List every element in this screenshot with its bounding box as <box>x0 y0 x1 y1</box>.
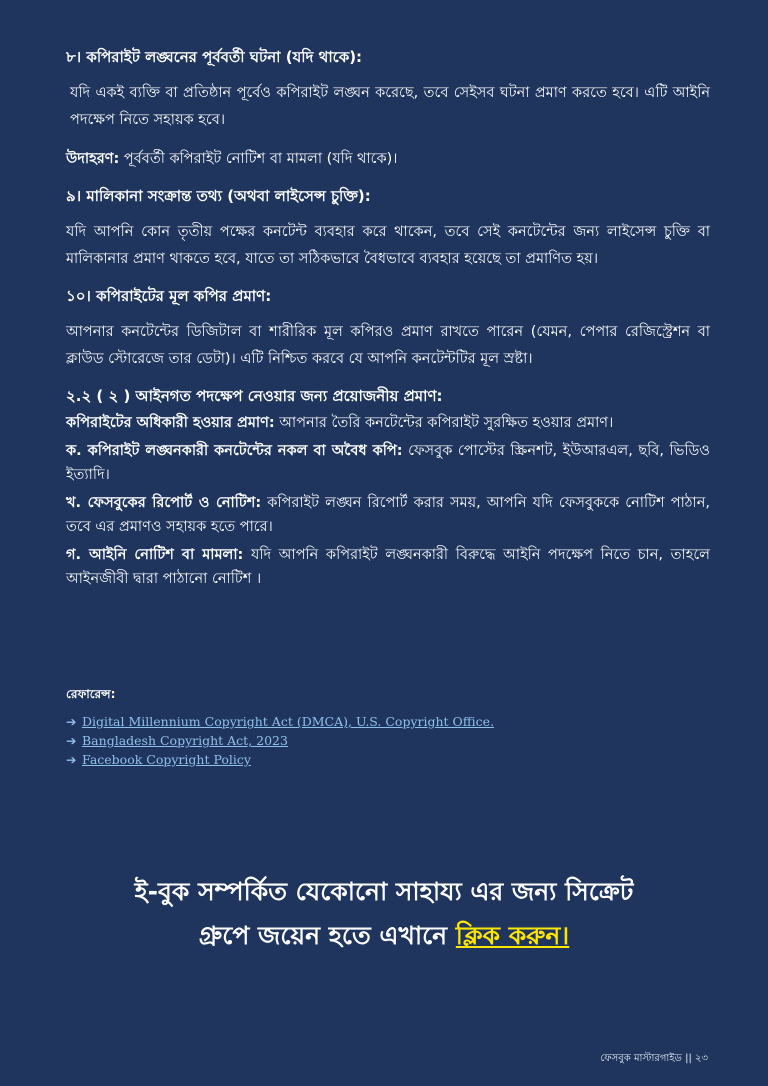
references-title: রেফারেন্স: <box>66 687 116 701</box>
evidence-item-label: ক. কপিরাইট লঙ্ঘনকারী কনটেন্টের নকল বা অবৈধ কপি: <box>66 443 403 459</box>
section-10-heading: ১০। কপিরাইটের মূল কপির প্রমাণ: <box>66 287 272 305</box>
section-9 <box>66 185 710 273</box>
references <box>66 686 710 769</box>
evidence-item <box>66 543 710 591</box>
section-8 <box>66 46 710 173</box>
section-9-heading: ৯। মালিকানা সংক্রান্ত তথ্য (অথবা লাইসেন্স চুক্তি): <box>66 187 371 205</box>
evidence-item-text: যদি আপনি কপিরাইট লঙ্ঘনকারী বিরুদ্ধে আইনি পদক্ষেপ নিতে চান, তাহলে আইনজীবী দ্বারা পাঠানো নোটিশ । <box>66 547 710 587</box>
example-text: পূর্ববর্তী কপিরাইট নোটিশ বা মামলা (যদি থাকে)। <box>119 151 398 167</box>
call-to-action <box>40 870 728 958</box>
cta-line-2 <box>40 914 728 958</box>
cta-line-1: ই-বুক সম্পর্কিত যেকোনো সাহায্য এর জন্য সিক্রেট <box>134 877 634 906</box>
section-2-2 <box>66 385 710 591</box>
evidence-item <box>66 411 710 435</box>
arrow-right-icon: ➔ <box>66 733 77 748</box>
evidence-item-label: খ. ফেসবুকের রিপোর্ট ও নোটিশ: <box>66 495 262 511</box>
arrow-right-icon: ➔ <box>66 714 77 729</box>
example-label: উদাহরণ: <box>66 151 120 167</box>
evidence-item-label: কপিরাইটের অধিকারী হওয়ার প্রমাণ: <box>66 415 275 431</box>
reference-link-facebook-copyright-policy[interactable]: Facebook Copyright Policy <box>82 752 251 767</box>
reference-item <box>66 712 710 731</box>
reference-item <box>66 731 710 750</box>
section-2-2-heading: ২.২ ( ২ ) আইনগত পদক্ষেপ নেওয়ার জন্য প্রয়োজনীয় প্রমাণ: <box>66 387 443 405</box>
evidence-item <box>66 439 710 487</box>
evidence-item-text: আপনার তৈরি কনটেন্টের কপিরাইট সুরক্ষিত হওয়ার প্রমাণ। <box>274 415 614 431</box>
section-10-body: আপনার কনটেন্টের ডিজিটাল বা শারীরিক মূল কপিরও প্রমাণ রাখতে পারেন (যেমন, পেপার রেজিস্ট্রেশন বা ক্লাউড স্টোরেজে তার ডেটা)। এটি নিশ্চিত করবে যে আপনি কনটেন্টটির মূল স্রষ্টা। <box>66 324 710 367</box>
section-8-example <box>66 146 710 173</box>
reference-link-bangladesh-copyright-act[interactable]: Bangladesh Copyright Act, 2023 <box>82 733 288 748</box>
page-footer: ফেসবুক মাস্টারগাইড || ২৩ <box>600 1053 708 1064</box>
join-group-link[interactable]: ক্লিক করুন। <box>455 921 570 950</box>
evidence-item-text: ফেসবুক পোস্টের স্ক্রিনশট, ইউআরএল, ছবি, ভিডিও ইত্যাদি। <box>66 443 710 483</box>
reference-item <box>66 750 710 769</box>
evidence-item-text: কপিরাইট লঙ্ঘন রিপোর্ট করার সময়, আপনি যদি ফেসবুককে নোটিশ পাঠান, তবে এর প্রমাণও সহায়ক হতে পারে। <box>66 495 710 535</box>
evidence-item <box>66 491 710 539</box>
reference-link-dmca[interactable]: Digital Millennium Copyright Act (DMCA), U.S. Copyright Office. <box>82 714 495 729</box>
arrow-right-icon: ➔ <box>66 752 77 767</box>
section-10 <box>66 285 710 373</box>
document-body <box>66 46 710 595</box>
section-9-body: যদি আপনি কোন তৃতীয় পক্ষের কনটেন্ট ব্যবহার করে থাকেন, তবে সেই কনটেন্টের জন্য লাইসেন্স চুক্তি বা মালিকানার প্রমাণ থাকতে হবে, যাতে তা সঠিকভাবে বৈধভাবে ব্যবহার হয়েছে তা প্রমাণিত হয়। <box>66 224 710 267</box>
evidence-item-label: গ. আইনি নোটিশ বা মামলা: <box>66 547 244 563</box>
section-8-heading: ৮। কপিরাইট লঙ্ঘনের পূর্ববর্তী ঘটনা (যদি থাকে): <box>66 48 363 66</box>
section-8-body: যদি একই ব্যক্তি বা প্রতিষ্ঠান পূর্বেও কপিরাইট লঙ্ঘন করেছে, তবে সেইসব ঘটনা প্রমাণ করতে হবে। এটি আইনি পদক্ষেপ নিতে সহায়ক হবে। <box>70 85 710 128</box>
cta-line-2-prefix: গ্রুপে জয়েন হতে এখানে <box>198 921 456 950</box>
